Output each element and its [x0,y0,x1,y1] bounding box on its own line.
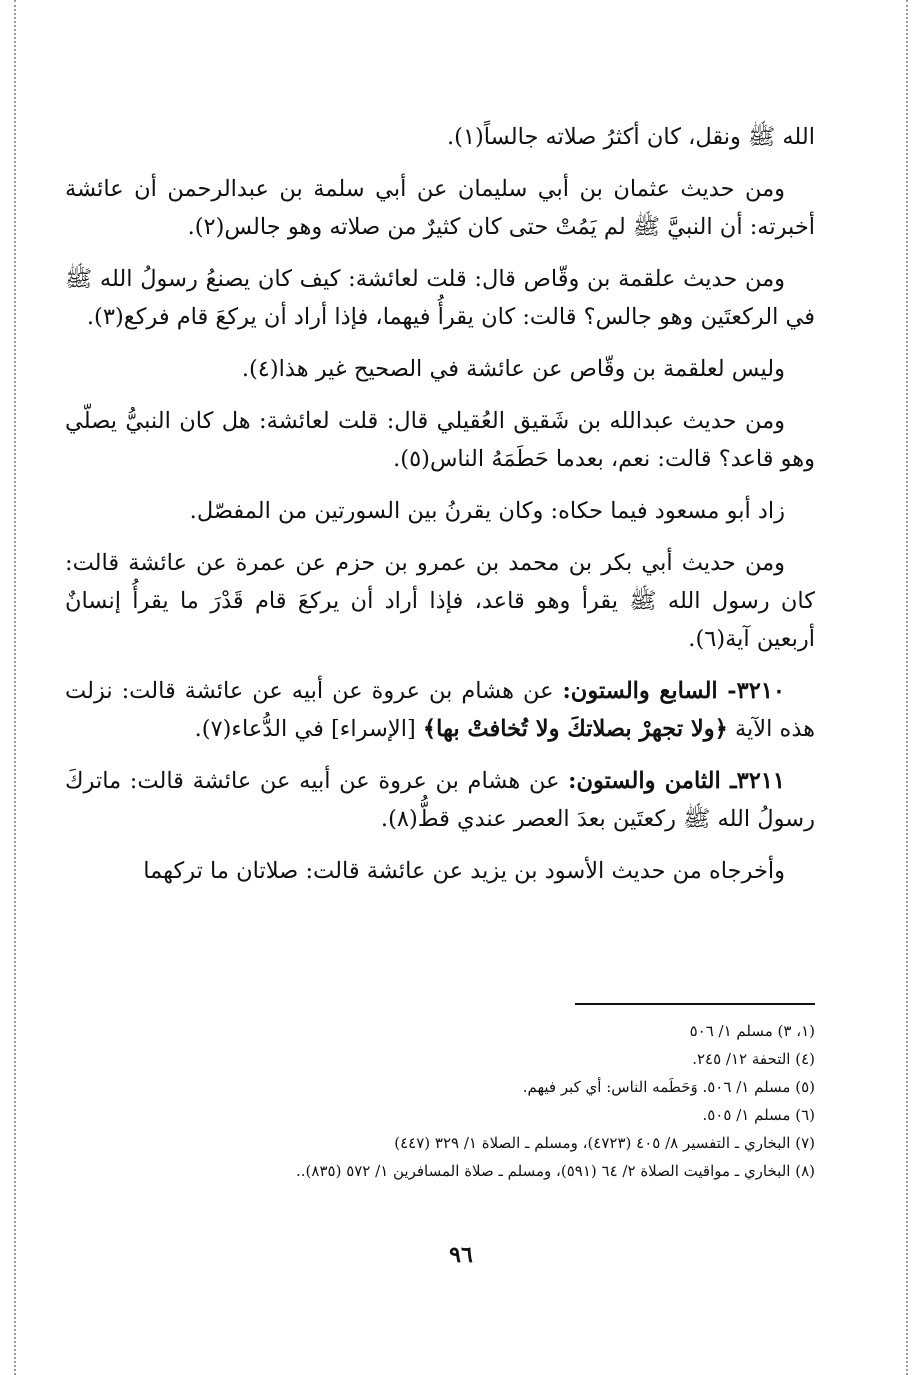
hadith-text: عن هشام بن عروة عن أبيه عن عائشة قالت: نزلت هذه الآية [65,678,815,742]
paragraph-4: وليس لعلقمة بن وقّاص عن عائشة في الصحيح غير هذا(٤). [241,356,785,382]
hadith-text-end: [الإسراء] في الدُّعاء(٧). [194,716,423,742]
hadith-heading: - السابع والستون: [562,678,737,704]
hadith-number: ٣٢١٠ [736,678,785,704]
paragraph-1: الله ﷺ ونقل، كان أكثرُ صلاته جالساً(١). [447,124,815,150]
page-body [65,118,815,904]
hadith-number: ٣٢١١ [736,768,785,794]
footnote: (٥) مسلم ١/ ٥٠٦. وَحَطَمه الناس: أي كبر فيهم. [522,1078,815,1096]
hadith-3211 [65,762,815,838]
footnote: (٧) البخاري ـ التفسير ٨/ ٤٠٥ (٤٧٢٣)، ومسلم ـ الصلاة ١/ ٣٢٩ (٤٤٧) [394,1134,815,1152]
paragraph-2: ومن حديث عثمان بن أبي سليمان عن أبي سلمة بن عبدالرحمن أن عائشة أخبرته: أن النبيَّ ﷺ لم يَمُتْ حتى كان كثيرٌ من صلاته وهو جالس(٢). [65,176,815,240]
paragraph-10: وأخرجاه من حديث الأسود بن يزيد عن عائشة قالت: صلاتان ما تركهما [143,858,785,884]
paragraph-5: ومن حديث عبدالله بن شَقيق العُقيلي قال: قلت لعائشة: هل كان النبيُّ يصلّي وهو قاعد؟ قالت: نعم، بعدما حَطَمَهُ الناس(٥). [65,408,815,472]
scan-edge-right [906,0,908,1375]
hadith-text: عن هشام بن عروة عن أبيه عن عائشة قالت: ماتركَ رسولُ الله ﷺ ركعتَين بعدَ العصر عندي قطُّ(٨). [65,768,815,832]
footnote: (٤) التحفة ١٢/ ٢٤٥. [692,1050,815,1068]
hadith-3210 [65,672,815,748]
footnote: (٦) مسلم ١/ ٥٠٥. [702,1106,815,1124]
footnote-divider [575,1003,815,1005]
paragraph-7: ومن حديث أبي بكر بن محمد بن عمرو بن حزم عن عمرة عن عائشة قالت: كان رسول الله ﷺ يقرأ وهو قاعد، فإذا أراد أن يركعَ قام قَدْرَ ما يقرأُ إنسانٌ أربعين آية(٦). [65,550,815,652]
paragraph-3: ومن حديث علقمة بن وقّاص قال: قلت لعائشة: كيف كان يصنعُ رسولُ الله ﷺ في الركعتَين وهو جالس؟ قالت: كان يقرأُ فيهما، فإذا أراد أن يركعَ قام فركع(٣). [65,266,815,330]
footnotes [65,1003,815,1185]
footnote: (٨) البخاري ـ مواقيت الصلاة ٢/ ٦٤ (٥٩١)، ومسلم ـ صلاة المسافرين ١/ ٥٧٢ (٨٣٥).. [296,1162,815,1180]
paragraph-6: زاد أبو مسعود فيما حكاه: وكان يقرنُ بين السورتين من المفصّل. [189,498,785,524]
footnote: (١، ٣) مسلم ١/ ٥٠٦ [689,1022,815,1040]
scan-edge-left [14,0,16,1375]
page-number: ٩٦ [449,1242,473,1268]
hadith-heading: ـ الثامن والستون: [568,768,737,794]
quran-verse: ﴿ولا تجهرْ بصلاتكَ ولا تُخافتْ بها﴾ [422,716,728,742]
